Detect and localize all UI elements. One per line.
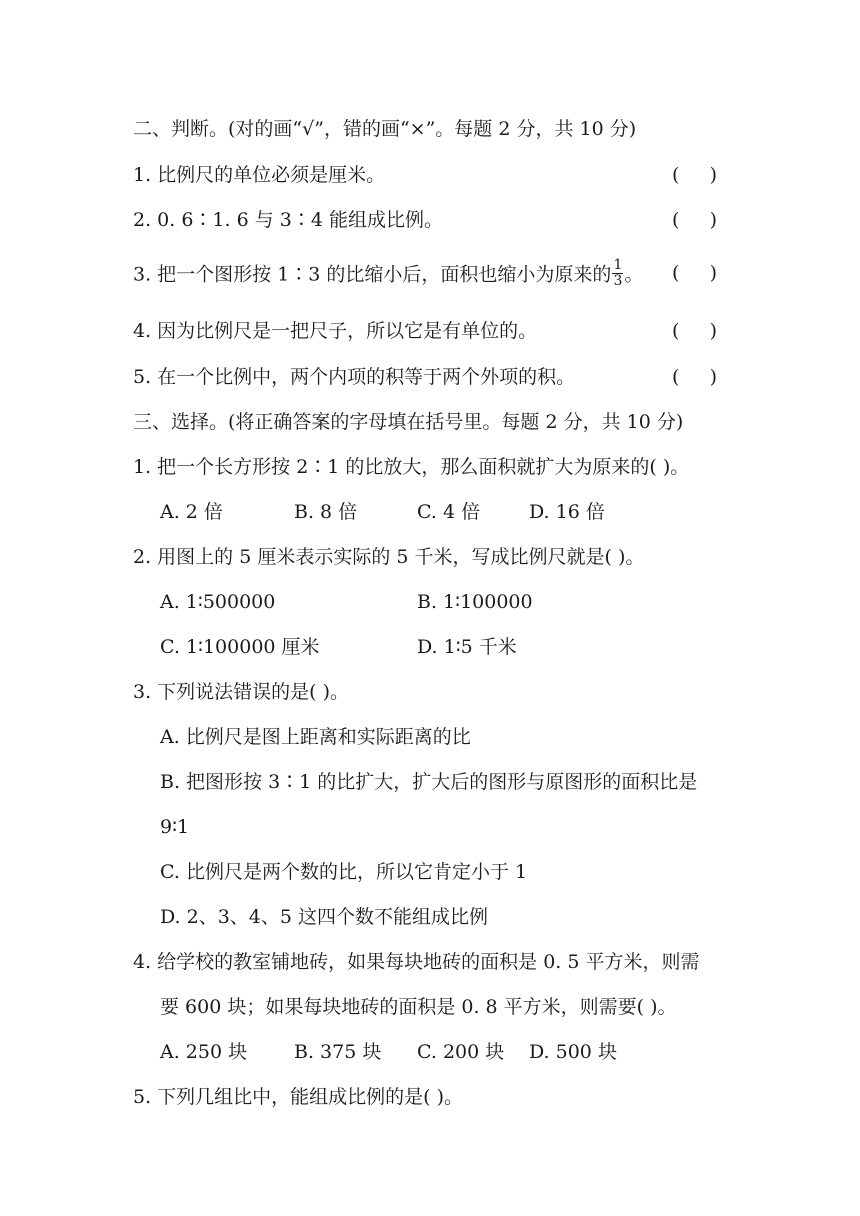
choice-q1-stem: 1. 把一个长方形按 2∶1 的比放大，那么面积就扩大为原来的( )。	[133, 456, 690, 478]
answer-blank-2[interactable]: ( )	[672, 209, 718, 231]
q3-option-b-continued: 9∶1	[160, 816, 190, 838]
judge-item-3-text: 3. 把一个图形按 1∶3 的比缩小后，面积也缩小为原来的	[133, 263, 612, 286]
judge-item-1: 1. 比例尺的单位必须是厘米。	[133, 164, 386, 186]
section3-title: 三、选择。(将正确答案的字母填在括号里。每题 2 分，共 10 分)	[133, 411, 684, 433]
answer-blank-3[interactable]: ( )	[672, 262, 718, 284]
judge-item-5: 5. 在一个比例中，两个内项的积等于两个外项的积。	[133, 366, 576, 388]
choice-q3-stem: 3. 下列说法错误的是( )。	[133, 681, 350, 703]
answer-blank-5[interactable]: ( )	[672, 366, 718, 388]
q1-option-d[interactable]: D. 16 倍	[529, 501, 605, 523]
q3-option-c[interactable]: C. 比例尺是两个数的比，所以它肯定小于 1	[160, 861, 528, 883]
q3-option-d[interactable]: D. 2、3、4、5 这四个数不能组成比例	[160, 906, 489, 928]
q3-option-b[interactable]: B. 把图形按 3∶1 的比扩大，扩大后的图形与原图形的面积比是	[160, 771, 698, 793]
judge-item-4: 4. 因为比例尺是一把尺子，所以它是有单位的。	[133, 320, 538, 342]
section2-title: 二、判断。(对的画“√”，错的画“×”。每题 2 分，共 10 分)	[133, 118, 637, 140]
answer-blank-1[interactable]: ( )	[672, 164, 718, 186]
q4-option-c[interactable]: C. 200 块	[417, 1041, 505, 1063]
q2-option-c[interactable]: C. 1∶100000 厘米	[160, 636, 320, 658]
q2-option-b[interactable]: B. 1∶100000	[417, 591, 533, 613]
q4-option-a[interactable]: A. 250 块	[160, 1041, 248, 1063]
q1-option-c[interactable]: C. 4 倍	[417, 501, 481, 523]
q1-option-a[interactable]: A. 2 倍	[160, 501, 223, 523]
choice-q2-stem: 2. 用图上的 5 厘米表示实际的 5 千米，写成比例尺就是( )。	[133, 546, 645, 568]
q4-option-d[interactable]: D. 500 块	[529, 1041, 617, 1063]
fraction-one-third: $\frac{1}{3}$	[613, 257, 623, 289]
choice-q4-stem-line1: 4. 给学校的教室铺地砖，如果每块地砖的面积是 0. 5 平方米，则需	[133, 951, 700, 973]
q3-option-a[interactable]: A. 比例尺是图上距离和实际距离的比	[160, 726, 471, 748]
choice-q4-stem-line2: 要 600 块；如果每块地砖的面积是 0. 8 平方米，则需要( )。	[160, 996, 677, 1018]
q1-option-b[interactable]: B. 8 倍	[294, 501, 358, 523]
q2-option-d[interactable]: D. 1∶5 千米	[417, 636, 517, 658]
judge-item-3: 3. 把一个图形按 1∶3 的比缩小后，面积也缩小为原来的 $\frac{1}{3}$ 。	[133, 257, 644, 289]
judge-item-2: 2. 0. 6∶1. 6 与 3∶4 能组成比例。	[133, 209, 443, 231]
q2-option-a[interactable]: A. 1∶500000	[160, 591, 276, 613]
q4-option-b[interactable]: B. 375 块	[294, 1041, 382, 1063]
answer-blank-4[interactable]: ( )	[672, 320, 718, 342]
choice-q5-stem: 5. 下列几组比中，能组成比例的是( )。	[133, 1086, 464, 1108]
